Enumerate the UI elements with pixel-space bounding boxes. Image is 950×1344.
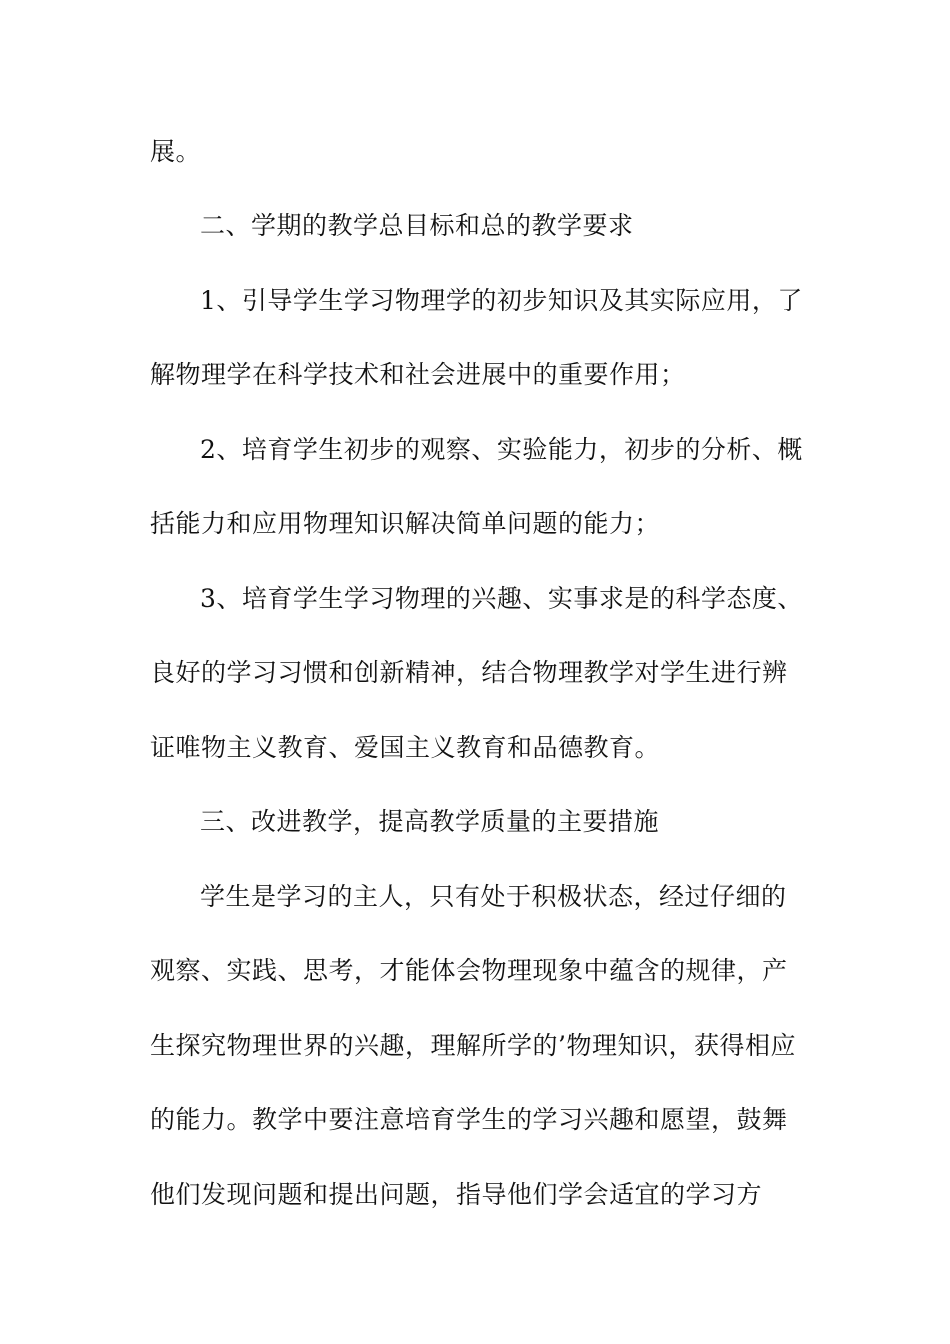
section-heading-3: 三、改进教学，提高教学质量的主要措施: [200, 807, 660, 836]
text-line: 解物理学在科学技术和社会进展中的重要作用；: [150, 360, 686, 389]
text-line: 观察、实践、思考，才能体会物理现象中蕴含的规律，产: [150, 956, 788, 985]
text-line-item-2: 2、培育学生初步的观察、实验能力，初步的分析、概: [200, 435, 803, 464]
section-heading-2: 二、学期的教学总目标和总的教学要求: [200, 211, 634, 240]
text-line-continuation: 展。: [150, 137, 202, 166]
text-line-item-3: 3、培育学生学习物理的兴趣、实事求是的科学态度、: [200, 584, 803, 613]
text-line: 括能力和应用物理知识解决简单问题的能力；: [150, 509, 661, 538]
paragraph-start: 学生是学习的主人，只有处于积极状态，经过仔细的: [200, 882, 787, 911]
text-line: 生探究物理世界的兴趣，理解所学的’物理知识，获得相应: [150, 1031, 796, 1060]
text-line-item-1: 1、引导学生学习物理学的初步知识及其实际应用，了: [200, 286, 803, 315]
text-line: 他们发现问题和提出问题，指导他们学会适宜的学习方: [150, 1180, 763, 1209]
text-line: 的能力。教学中要注意培育学生的学习兴趣和愿望，鼓舞: [150, 1105, 788, 1134]
text-line: 证唯物主义教育、爱国主义教育和品德教育。: [150, 733, 661, 762]
text-line: 良好的学习习惯和创新精神，结合物理教学对学生进行辨: [150, 658, 788, 687]
